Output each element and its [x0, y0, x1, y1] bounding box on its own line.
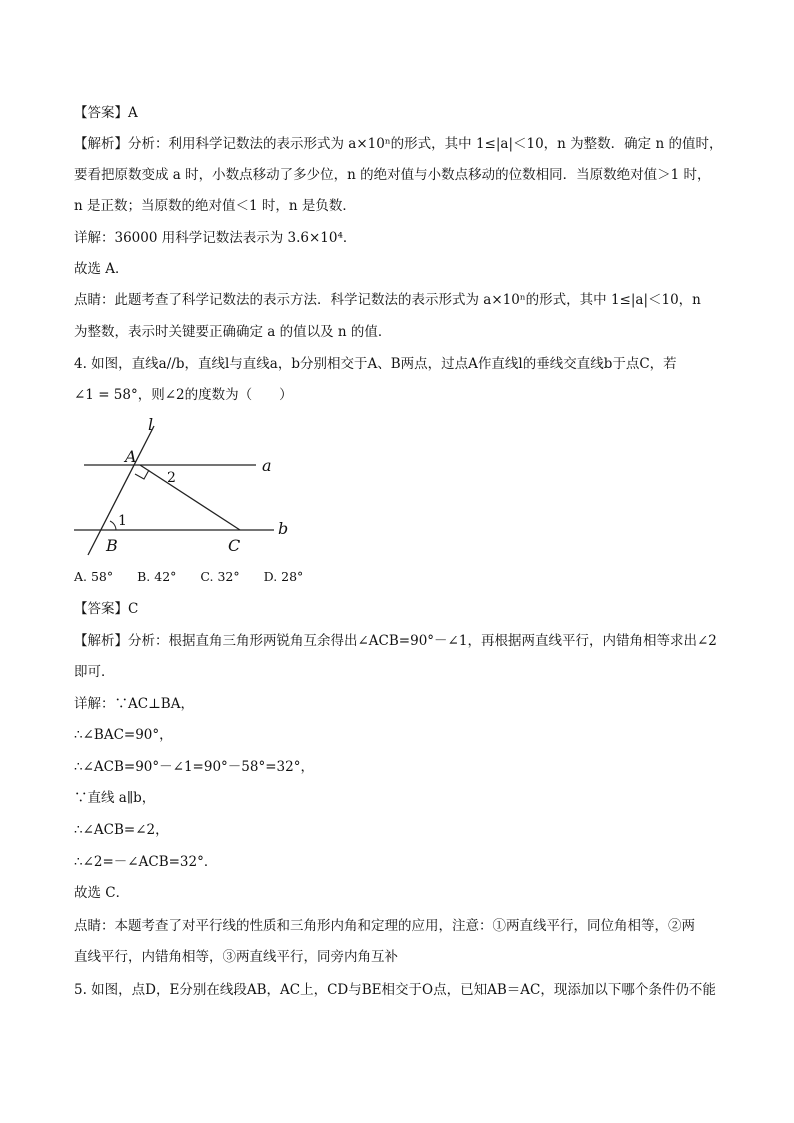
question-4-line2: ∠1 = 58°，则∠2的度数为（ ）	[74, 387, 293, 403]
answer-3: 【答案】A	[74, 105, 138, 121]
detail-4-line2: ∴∠BAC=90°，	[74, 727, 173, 743]
choose-4: 故选 C．	[74, 885, 130, 901]
detail-4-line4: ∵直线 a∥b，	[74, 790, 156, 806]
analysis-3-line1: 【解析】分析：利用科学记数法的表示形式为 a×10ⁿ的形式，其中 1≤|a|＜10，n 为整数．确定 n 的值时，	[74, 136, 723, 152]
label-l: l	[148, 415, 154, 434]
answer-4: 【答案】C	[74, 601, 139, 617]
label-C: C	[228, 536, 241, 555]
label-A: A	[125, 447, 137, 466]
analysis-4-line1: 【解析】分析：根据直角三角形两锐角互余得出∠ACB=90°－∠1，再根据两直线平行，内错角相等求出∠2	[74, 633, 717, 649]
remark-3-line1: 点睛：此题考查了科学记数法的表示方法．科学记数法的表示形式为 a×10ⁿ的形式，其中 1≤|a|＜10，n	[74, 292, 701, 308]
question-5-line1: 5. 如图，点D，E分别在线段AB，AC上，CD与BE相交于O点，已知AB＝AC，现添加以下哪个条件仍不能	[74, 982, 716, 998]
question-4-line1: 4. 如图，直线a//b，直线l与直线a，b分别相交于A、B两点，过点A作直线l的垂线交直线b于点C，若	[74, 356, 677, 372]
option-c: C. 32°	[200, 569, 240, 584]
detail-4-line1: 详解：∵AC⊥BA，	[74, 696, 194, 712]
detail-4-line5: ∴∠ACB=∠2，	[74, 822, 169, 838]
label-B: B	[106, 536, 118, 555]
answer-options	[74, 567, 323, 587]
detail-4-line6: ∴∠2=－∠ACB=32°．	[74, 854, 218, 870]
label-angle2: 2	[167, 470, 176, 486]
angle1-arc	[110, 521, 116, 530]
option-d: D. 28°	[263, 569, 304, 584]
label-b: b	[278, 519, 289, 538]
choose-3: 故选 A．	[74, 261, 129, 277]
option-a: A. 58°	[74, 569, 114, 584]
geometry-diagram	[70, 412, 300, 562]
line-l	[88, 426, 154, 555]
option-b: B. 42°	[137, 569, 177, 584]
remark-3-line2: 为整数，表示时关键要正确确定 a 的值以及 n 的值．	[74, 324, 392, 340]
analysis-3-line2: 要看把原数变成 a 时，小数点移动了多少位，n 的绝对值与小数点移动的位数相同．当原数绝对值＞1 时，	[74, 167, 711, 183]
label-a: a	[262, 456, 272, 475]
analysis-4-line2: 即可．	[74, 664, 115, 680]
label-angle1: 1	[118, 513, 127, 529]
segment-ac	[140, 465, 240, 530]
analysis-3-line3: n 是正数；当原数的绝对值＜1 时，n 是负数．	[74, 198, 356, 214]
detail-4-line3: ∴∠ACB=90°－∠1=90°－58°=32°，	[74, 759, 314, 775]
remark-4-line1: 点睛：本题考查了对平行线的性质和三角形内角和定理的应用，注意：①两直线平行，同位角相等，②两	[74, 918, 695, 934]
right-angle-mark	[135, 470, 149, 479]
remark-4-line2: 直线平行，内错角相等，③两直线平行，同旁内角互补	[74, 949, 398, 965]
detail-3: 详解：36000 用科学记数法表示为 3.6×10⁴．	[74, 230, 357, 246]
